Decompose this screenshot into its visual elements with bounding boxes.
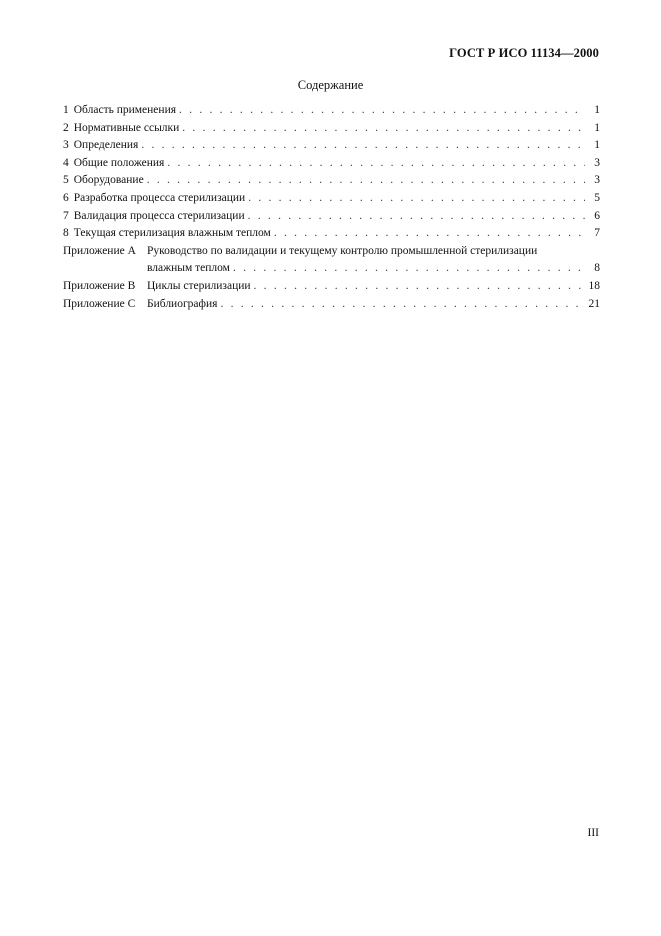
dot-leader xyxy=(182,120,585,138)
toc-entry-title: Общие положения xyxy=(73,156,165,169)
toc-annex-a[interactable] xyxy=(63,243,600,261)
toc-entry-title: Определения xyxy=(73,139,139,152)
toc-entry-page: 1 xyxy=(594,104,600,116)
toc-entry-number: 5 xyxy=(63,174,69,187)
toc-entry-title: Текущая стерилизация влажным теплом xyxy=(73,227,271,240)
toc-annex-prefix: Приложение В xyxy=(63,279,136,292)
toc-entry-4[interactable] xyxy=(63,155,600,173)
toc-entry-page: 3 xyxy=(594,156,600,169)
toc-entry-title: Оборудование xyxy=(73,174,144,187)
dot-leader xyxy=(179,102,585,120)
dot-leader xyxy=(254,278,585,296)
toc-entry-page: 6 xyxy=(594,209,600,222)
standard-code-header: ГОСТ Р ИСО 11134—2000 xyxy=(449,46,599,60)
dot-leader xyxy=(274,225,585,243)
toc-entry-number: 6 xyxy=(63,191,69,204)
toc-entry-number: 7 xyxy=(63,209,69,222)
toc-entry-page: 1 xyxy=(594,121,600,134)
toc-entry-6[interactable] xyxy=(63,190,600,208)
toc-annex-prefix: Приложение А xyxy=(63,244,136,257)
toc-entry-number: 1 xyxy=(63,104,69,116)
toc-entry-number: 3 xyxy=(63,139,69,152)
toc-entry-8[interactable] xyxy=(63,225,600,243)
toc-annex-title: Циклы стерилизации xyxy=(147,279,251,292)
table-of-contents xyxy=(63,102,600,313)
toc-entry-title: Разработка процесса стерилизации xyxy=(73,191,246,204)
dot-leader xyxy=(167,155,585,173)
toc-entry-5[interactable] xyxy=(63,172,600,190)
toc-annex-title-line2: влажным теплом xyxy=(147,262,230,275)
toc-entry-title: Нормативные ссылки xyxy=(73,121,180,134)
toc-annex-page: 21 xyxy=(588,297,600,310)
toc-annex-b[interactable] xyxy=(63,278,600,296)
toc-entry-number: 8 xyxy=(63,227,69,240)
toc-entry-page: 7 xyxy=(594,227,600,240)
toc-entry-page: 5 xyxy=(594,191,600,204)
toc-entry-2[interactable] xyxy=(63,120,600,138)
dot-leader xyxy=(141,137,585,155)
toc-title: Содержание xyxy=(297,78,364,92)
toc-entry-number: 4 xyxy=(63,156,69,169)
toc-entry-page: 1 xyxy=(594,139,600,152)
dot-leader xyxy=(248,208,585,226)
toc-entry-3[interactable] xyxy=(63,137,600,155)
toc-entry-title: Область применения xyxy=(73,104,177,116)
toc-entry-7[interactable] xyxy=(63,208,600,226)
dot-leader xyxy=(220,296,585,314)
dot-leader xyxy=(248,190,585,208)
toc-annex-a-continued[interactable] xyxy=(63,260,600,278)
dot-leader xyxy=(233,260,585,278)
dot-leader xyxy=(147,172,585,190)
toc-annex-page: 8 xyxy=(594,262,600,275)
toc-entry-title: Валидация процесса стерилизации xyxy=(73,209,245,222)
toc-entry-1[interactable] xyxy=(63,102,600,120)
toc-annex-c[interactable] xyxy=(63,296,600,314)
toc-entry-page: 3 xyxy=(594,174,600,187)
toc-entry-number: 2 xyxy=(63,121,69,134)
toc-annex-title-line1: Руководство по валидации и текущему контролю промышленной стерилизации xyxy=(147,244,538,257)
page-number: III xyxy=(587,827,599,839)
toc-annex-prefix: Приложение С xyxy=(63,297,136,310)
toc-annex-page: 18 xyxy=(588,279,600,292)
toc-annex-title: Библиография xyxy=(147,297,218,310)
